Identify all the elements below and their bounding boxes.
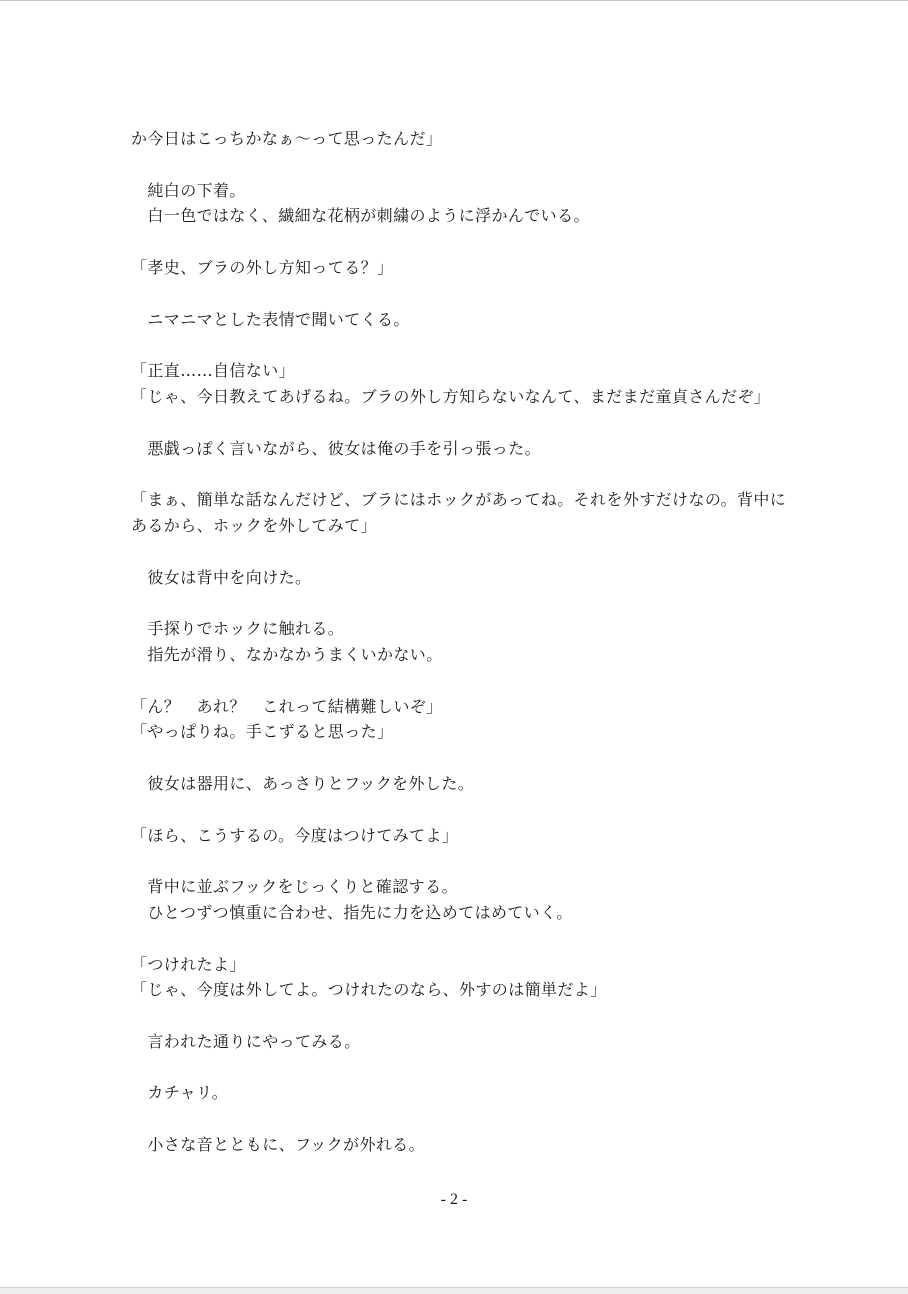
- blank-line: [131, 590, 791, 616]
- text-line: 彼女は背中を向けた。: [131, 567, 312, 587]
- text-line: 指先が滑り、なかなかうまくいかない。: [131, 644, 443, 664]
- blank-line: [131, 1055, 791, 1081]
- blank-line: [131, 745, 791, 771]
- text-line: 言われた通りにやってみる。: [131, 1031, 361, 1051]
- text-line: 「やっぱりね。手こずると思った」: [131, 722, 394, 742]
- text-line: 彼女は器用に、あっさりとフックを外した。: [131, 773, 475, 793]
- text-line: 悪戯っぽく言いながら、彼女は俺の手を引っ張った。: [131, 438, 542, 458]
- blank-line: [131, 152, 791, 178]
- page-bottom-edge: [0, 1287, 908, 1294]
- text-line: 「ん？ あれ？ これって結構難しいぞ」: [131, 696, 443, 716]
- text-line: 「じゃ、今度は外してよ。つけれたのなら、外すのは簡単だよ」: [131, 980, 607, 1000]
- blank-line: [131, 229, 791, 255]
- blank-line: [131, 848, 791, 874]
- blank-line: [131, 461, 791, 487]
- text-line: か今日はこっちかなぁ〜って思ったんだ」: [131, 129, 443, 148]
- text-line: カチャリ。: [131, 1083, 229, 1103]
- document-body: [131, 126, 791, 1158]
- blank-line: [131, 668, 791, 694]
- blank-line: [131, 410, 791, 436]
- text-line: ニマニマとした表情で聞いてくる。: [131, 309, 410, 329]
- text-line: 「まぁ、簡単な話なんだけど、ブラにはホックがあってね。それを外すだけなの。背中に: [131, 490, 787, 510]
- blank-line: [131, 539, 791, 565]
- text-line: 「つけれたよ」: [131, 954, 246, 974]
- text-line: 「正直……自信ない」: [131, 361, 296, 381]
- blank-line: [131, 332, 791, 358]
- text-line: 小さな音とともに、フックが外れる。: [131, 1135, 426, 1155]
- text-line: 白一色ではなく、繊細な花柄が刺繍のように浮かんでいる。: [131, 206, 590, 226]
- text-line: あるから、ホックを外してみて」: [131, 515, 378, 535]
- page-top-edge: [0, 0, 908, 1]
- text-line: 手探りでホックに触れる。: [131, 619, 345, 639]
- blank-line: [131, 926, 791, 952]
- text-line: 「孝史、ブラの外し方知ってる？」: [131, 257, 394, 277]
- text-line: 「ほら、こうするの。今度はつけてみてよ」: [131, 825, 459, 845]
- text-line: 純白の下着。: [131, 180, 246, 200]
- blank-line: [131, 1106, 791, 1132]
- text-line: 「じゃ、今日教えてあげるね。ブラの外し方知らないなんて、まだまだ童貞さんだぞ」: [131, 386, 771, 406]
- blank-line: [131, 1003, 791, 1029]
- page-number: - 2 -: [440, 1191, 468, 1208]
- blank-line: [131, 797, 791, 823]
- text-line: ひとつずつ慎重に合わせ、指先に力を込めてはめていく。: [131, 902, 573, 922]
- blank-line: [131, 281, 791, 307]
- text-line: 背中に並ぶフックをじっくりと確認する。: [131, 877, 458, 897]
